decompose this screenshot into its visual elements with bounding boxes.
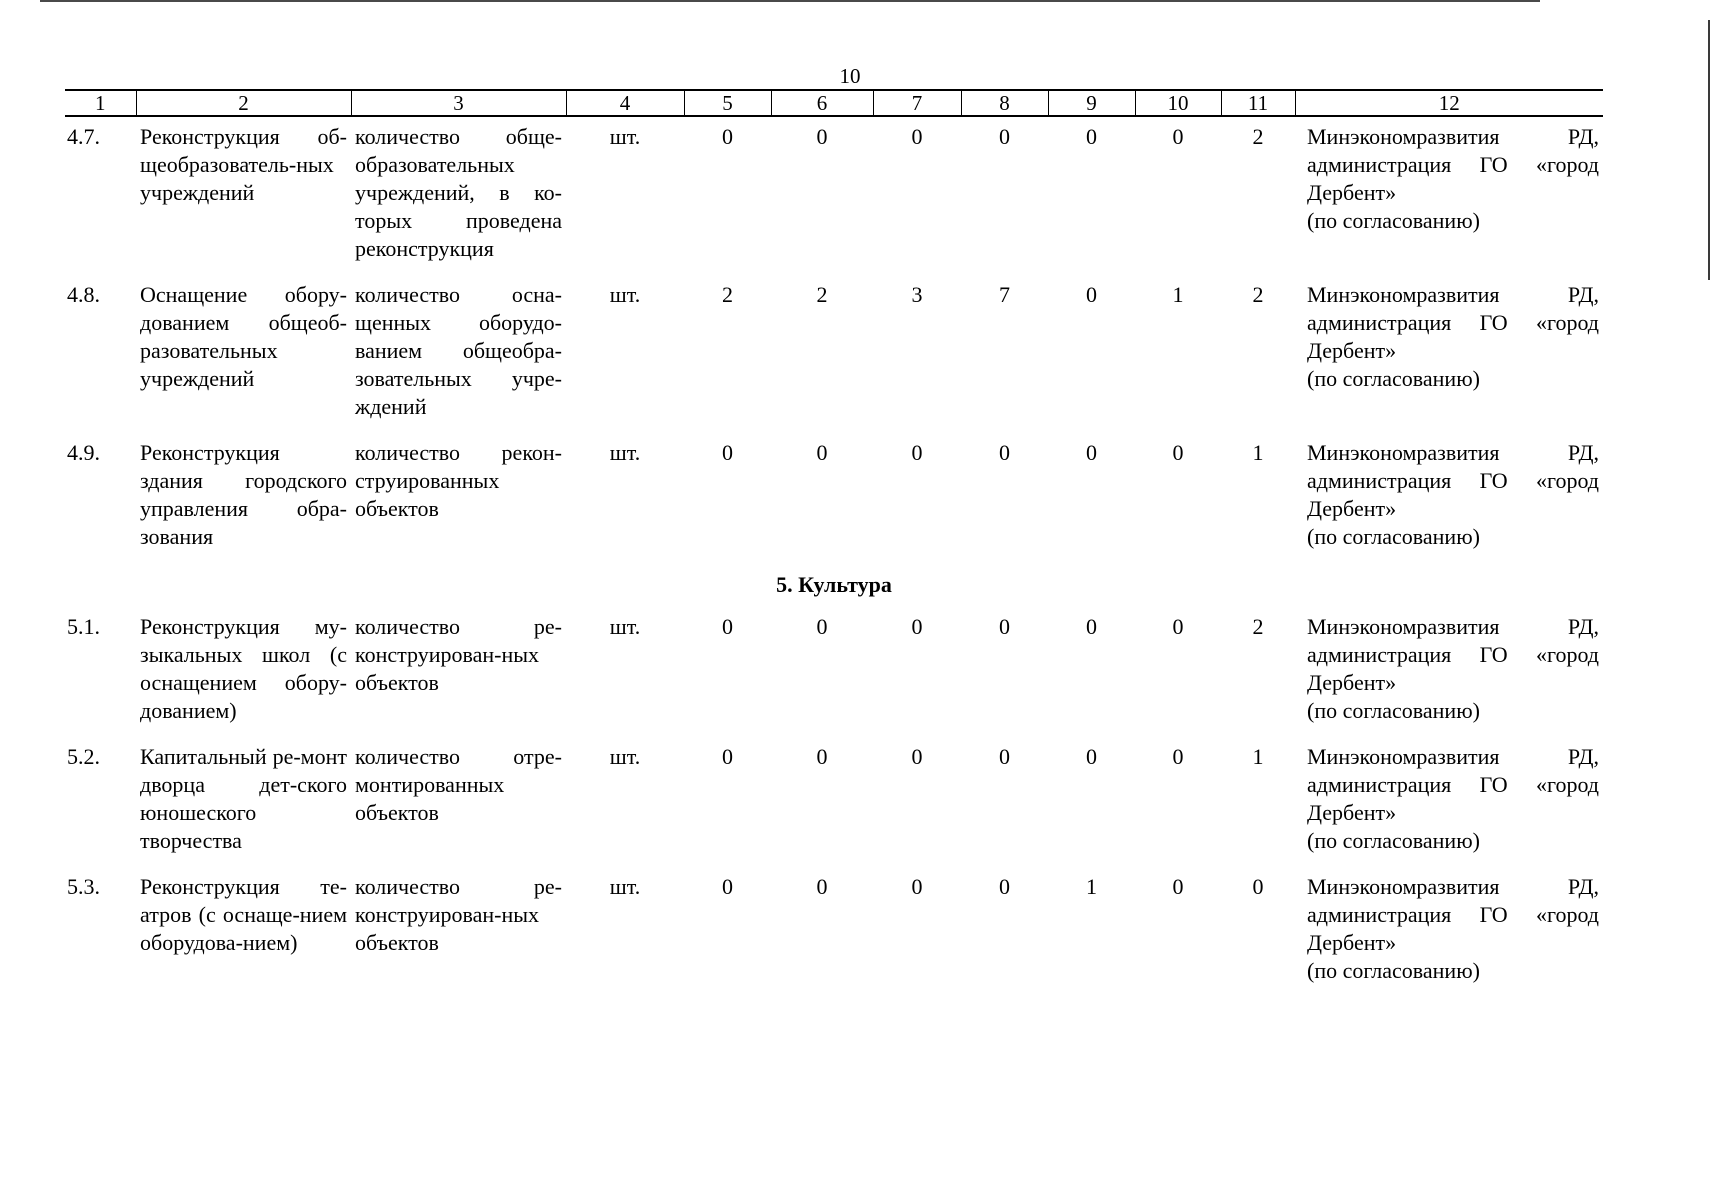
table-row (65, 607, 1603, 737)
year-value-cell: 7 (999, 282, 1010, 307)
year-value-cell: 1 (1252, 440, 1264, 465)
responsible-executor (1295, 275, 1603, 433)
indicator-name: количество рекон-струированных объектов (355, 440, 562, 521)
responsible-line: (по согласованию) (1307, 208, 1480, 233)
year-value-cell: 0 (722, 440, 733, 465)
item-number: 5.1. (67, 614, 100, 639)
column-number-header: 6 (771, 90, 873, 116)
responsible-line: (по согласованию) (1307, 698, 1480, 723)
year-value-cell: 0 (1086, 282, 1097, 307)
item-number: 5.3. (67, 874, 100, 899)
column-number-header: 5 (684, 90, 771, 116)
year-value-cell: 0 (999, 744, 1010, 769)
column-number-header: 2 (136, 90, 351, 116)
year-value-cell: 0 (911, 874, 923, 899)
year-value-cell: 0 (1172, 744, 1184, 769)
table-row (65, 275, 1603, 433)
year-value-cell: 0 (1172, 874, 1184, 899)
table-row (65, 116, 1603, 275)
responsible-line: (по согласованию) (1307, 958, 1480, 983)
unit-of-measure: шт. (609, 614, 641, 639)
table-row (65, 867, 1603, 997)
year-value-cell: 1 (1252, 744, 1264, 769)
year-value-cell: 0 (722, 124, 733, 149)
year-value-cell: 0 (816, 440, 828, 465)
responsible-executor (1295, 433, 1603, 563)
unit-of-measure: шт. (609, 874, 641, 899)
responsible-executor (1295, 867, 1603, 997)
scan-right-edge (1708, 20, 1710, 280)
responsible-line: (по согласованию) (1307, 366, 1480, 391)
page-number: 10 (839, 64, 861, 88)
measure-name: Реконструкция об-щеобразователь-ных учреждений (140, 124, 347, 205)
column-number-header: 1 (95, 91, 106, 115)
year-value-cell: 1 (1086, 874, 1097, 899)
year-value-cell: 0 (816, 874, 828, 899)
unit-of-measure: шт. (609, 744, 641, 769)
year-value-cell: 0 (999, 440, 1010, 465)
year-value-cell: 0 (911, 744, 923, 769)
indicator-name: количество ре-конструирован-ных объектов (355, 614, 562, 695)
measure-name: Реконструкция те-атров (с оснаще-нием оборудова-нием) (140, 874, 347, 955)
item-number: 4.9. (67, 440, 100, 465)
column-number-header: 9 (1048, 90, 1135, 116)
column-number-header: 10 (1135, 90, 1221, 116)
year-value-cell: 0 (911, 614, 923, 639)
measure-name: Реконструкция му-зыкальных школ (с оснащением обору-дованием) (140, 614, 347, 723)
section-heading-row (65, 563, 1603, 607)
measures-table (65, 89, 1603, 997)
year-value-cell: 0 (999, 874, 1010, 899)
column-number-header: 7 (873, 90, 961, 116)
year-value-cell: 3 (911, 282, 923, 307)
responsible-executor (1295, 607, 1603, 737)
year-value-cell: 0 (722, 744, 733, 769)
year-value-cell: 0 (911, 124, 923, 149)
year-value-cell: 0 (1172, 440, 1184, 465)
indicator-name: количество ре-конструирован-ных объектов (355, 874, 562, 955)
indicator-name: количество осна-щенных оборудо-ванием общеобра-зовательных учре-ждений (355, 282, 562, 419)
year-value-cell: 2 (816, 282, 828, 307)
measure-name: Капитальный ре-монт дворца дет-ского юношеского творчества (140, 744, 347, 853)
year-value-cell: 0 (816, 744, 828, 769)
item-number: 4.8. (67, 282, 100, 307)
table-row (65, 433, 1603, 563)
responsible-line: (по согласованию) (1307, 524, 1480, 549)
year-value-cell: 0 (816, 124, 828, 149)
year-value-cell: 0 (1086, 744, 1097, 769)
indicator-name: количество обще-образовательных учреждений, в ко-торых проведена реконструкция (355, 124, 562, 261)
responsible-line: Минэкономразвития РД, администрация ГО «город Дербент» (1307, 744, 1599, 825)
responsible-line: Минэкономразвития РД, администрация ГО «город Дербент» (1307, 440, 1599, 521)
indicator-name: количество отре-монтированных объектов (355, 744, 562, 825)
unit-of-measure: шт. (609, 440, 641, 465)
table-row (65, 737, 1603, 867)
year-value-cell: 0 (1086, 440, 1097, 465)
section-title: 5. Культура (776, 572, 892, 597)
unit-of-measure: шт. (609, 124, 641, 149)
measure-name: Оснащение обору-дованием общеоб-разовательных учреждений (140, 282, 347, 391)
column-number-header: 11 (1221, 90, 1295, 116)
responsible-line: Минэкономразвития РД, администрация ГО «город Дербент» (1307, 124, 1599, 205)
column-number-header: 8 (961, 90, 1048, 116)
responsible-line: Минэкономразвития РД, администрация ГО «город Дербент» (1307, 614, 1599, 695)
year-value-cell: 0 (1086, 124, 1097, 149)
column-number-header: 3 (351, 90, 566, 116)
year-value-cell: 2 (1252, 614, 1264, 639)
responsible-line: Минэкономразвития РД, администрация ГО «город Дербент» (1307, 282, 1599, 363)
responsible-line: (по согласованию) (1307, 828, 1480, 853)
responsible-executor (1295, 737, 1603, 867)
unit-of-measure: шт. (609, 282, 641, 307)
year-value-cell: 1 (1172, 282, 1184, 307)
year-value-cell: 0 (1086, 614, 1097, 639)
scan-top-edge (40, 0, 1540, 2)
year-value-cell: 0 (1252, 874, 1264, 899)
column-number-header: 4 (566, 90, 684, 116)
year-value-cell: 2 (722, 282, 733, 307)
column-number-row (65, 90, 1603, 116)
year-value-cell: 0 (1172, 124, 1184, 149)
year-value-cell: 0 (1172, 614, 1184, 639)
year-value-cell: 0 (722, 614, 733, 639)
year-value-cell: 2 (1252, 282, 1264, 307)
year-value-cell: 0 (816, 614, 828, 639)
column-number-header: 12 (1295, 90, 1603, 116)
year-value-cell: 0 (999, 124, 1010, 149)
year-value-cell: 0 (999, 614, 1010, 639)
measure-name: Реконструкция здания городского управления обра-зования (140, 440, 347, 549)
year-value-cell: 2 (1252, 124, 1264, 149)
responsible-line: Минэкономразвития РД, администрация ГО «город Дербент» (1307, 874, 1599, 955)
item-number: 4.7. (67, 124, 100, 149)
item-number: 5.2. (67, 744, 100, 769)
year-value-cell: 0 (911, 440, 923, 465)
responsible-executor (1295, 116, 1603, 275)
year-value-cell: 0 (722, 874, 733, 899)
